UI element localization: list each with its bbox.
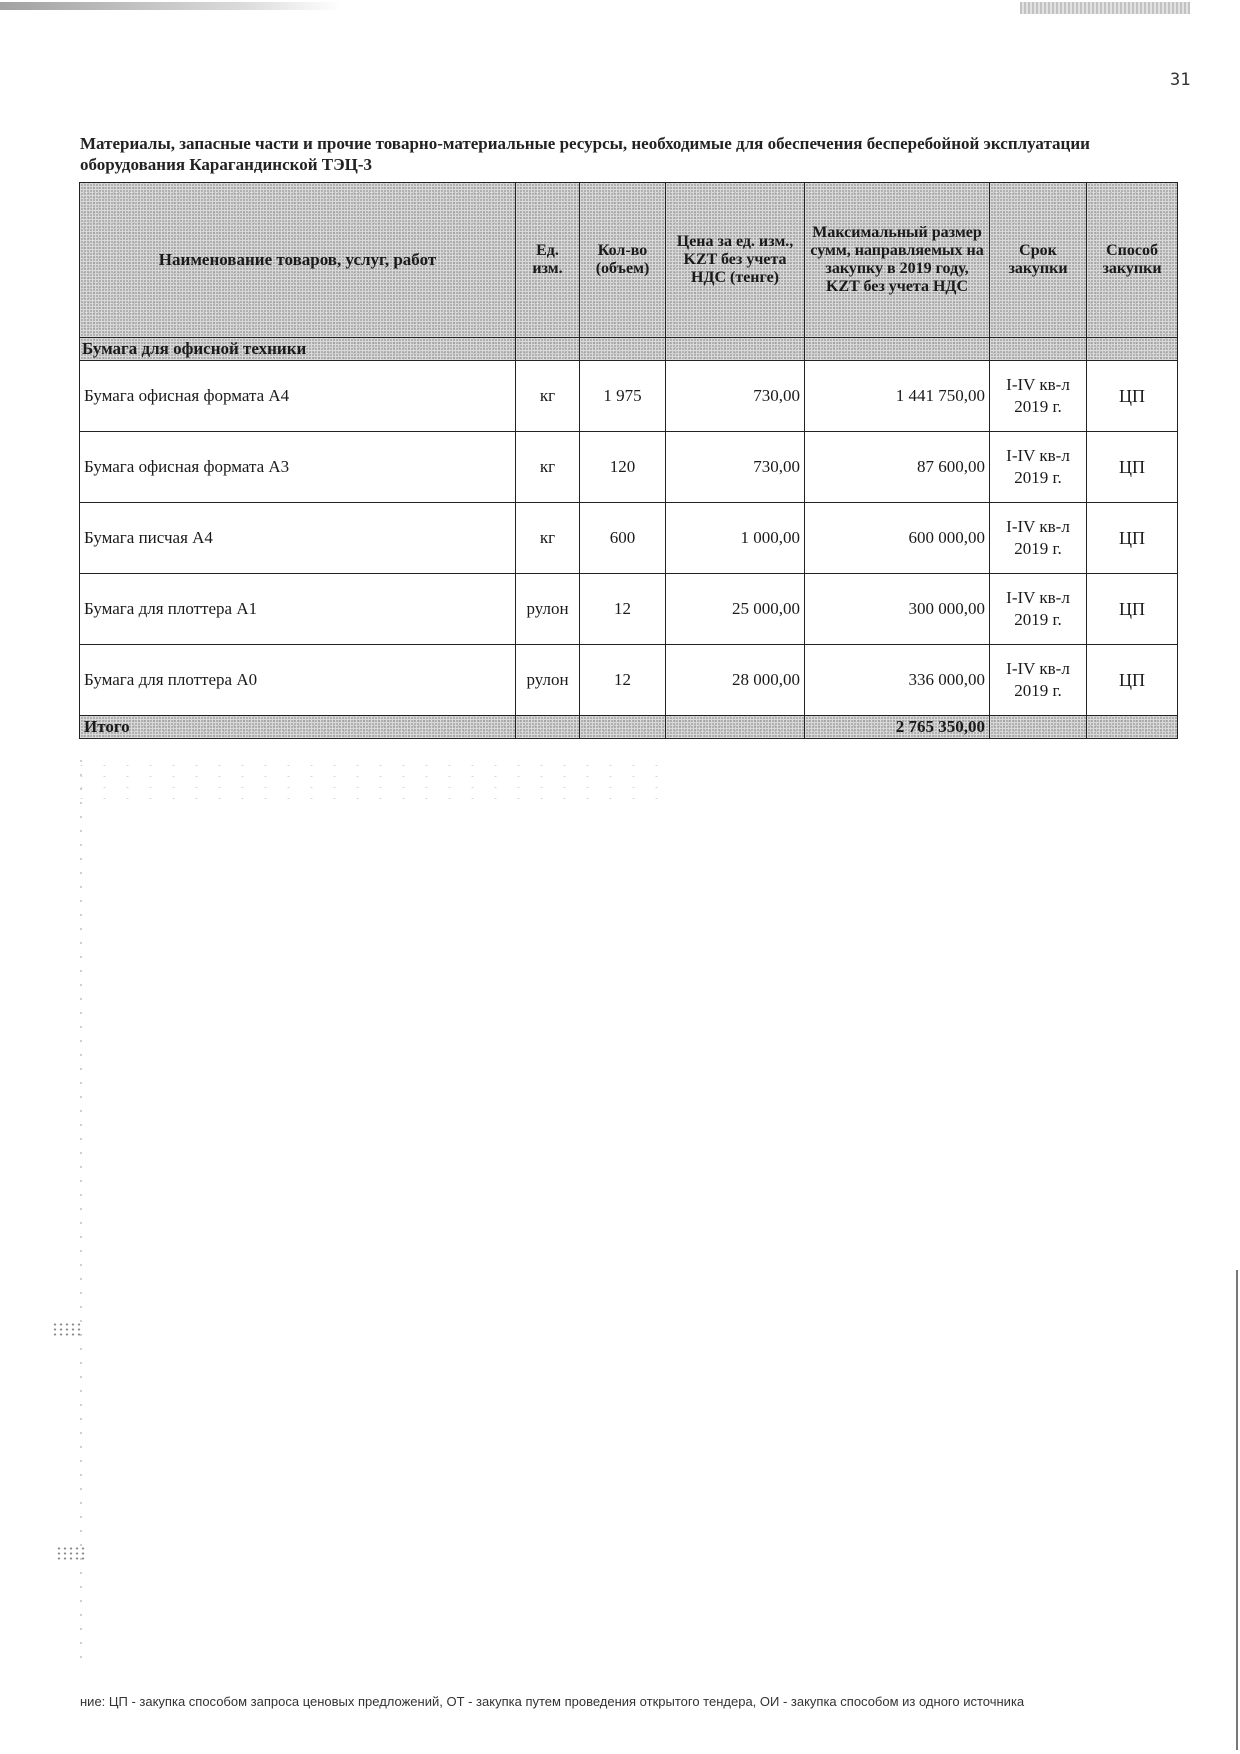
scan-artifact-right-edge: [1236, 1270, 1238, 1750]
header-qty: Кол-во (объем): [580, 183, 666, 338]
section-row: [80, 338, 1178, 361]
header-price: Цена за ед. изм., KZT без учета НДС (тенге): [666, 183, 805, 338]
page-number: 31: [1170, 70, 1191, 90]
item-price: 730,00: [666, 361, 805, 432]
period-year: 2019 г.: [1014, 397, 1062, 416]
period-quarter: I-IV кв-л: [1006, 659, 1070, 678]
item-qty: 600: [580, 503, 666, 574]
period-year: 2019 г.: [1014, 681, 1062, 700]
item-qty: 12: [580, 574, 666, 645]
item-unit: кг: [516, 432, 580, 503]
header-max-sum: Максимальный размер сумм, направляемых на закупку в 2019 году, KZT без учета НДС: [805, 183, 990, 338]
period-quarter: I-IV кв-л: [1006, 588, 1070, 607]
total-sum: 2 765 350,00: [805, 716, 990, 739]
table-row: [80, 503, 1178, 574]
header-method: Способ закупки: [1087, 183, 1178, 338]
period-quarter: I-IV кв-л: [1006, 517, 1070, 536]
item-period: [990, 574, 1087, 645]
table-row: [80, 361, 1178, 432]
item-price: 25 000,00: [666, 574, 805, 645]
scan-artifact-top-left: [0, 2, 340, 10]
item-unit: рулон: [516, 645, 580, 716]
scan-artifact-blob: [52, 1322, 82, 1336]
item-sum: 300 000,00: [805, 574, 990, 645]
document-title: Материалы, запасные части и прочие товарно-материальные ресурсы, необходимые для обеспечения бесперебойной эксплуатации оборудования Карагандинской ТЭЦ-3: [80, 134, 1090, 174]
item-sum: 600 000,00: [805, 503, 990, 574]
item-period: [990, 361, 1087, 432]
item-sum: 87 600,00: [805, 432, 990, 503]
header-unit: Ед. изм.: [516, 183, 580, 338]
item-sum: 336 000,00: [805, 645, 990, 716]
period-year: 2019 г.: [1014, 610, 1062, 629]
table-row: [80, 645, 1178, 716]
item-name: Бумага писчая А4: [80, 503, 516, 574]
table-header-row: [80, 183, 1178, 338]
footnote: ние: ЦП - закупка способом запроса ценовых предложений, ОТ - закупка путем проведения открытого тендера, ОИ - закупка способом из одного источника: [80, 1694, 1025, 1709]
period-year: 2019 г.: [1014, 539, 1062, 558]
item-method: ЦП: [1087, 432, 1178, 503]
period-quarter: I-IV кв-л: [1006, 375, 1070, 394]
procurement-table: [79, 182, 1178, 739]
item-price: 730,00: [666, 432, 805, 503]
item-name: Бумага офисная формата А4: [80, 361, 516, 432]
item-unit: рулон: [516, 574, 580, 645]
item-period: [990, 503, 1087, 574]
total-label: Итого: [80, 716, 516, 739]
header-period: Срок закупки: [990, 183, 1087, 338]
section-title: Бумага для офисной техники: [80, 338, 516, 361]
item-name: Бумага для плоттера А0: [80, 645, 516, 716]
scan-artifact-margin-dots: [80, 760, 82, 1660]
item-name: Бумага офисная формата А3: [80, 432, 516, 503]
item-period: [990, 432, 1087, 503]
item-unit: кг: [516, 361, 580, 432]
scan-artifact-specks: [70, 760, 670, 800]
item-price: 1 000,00: [666, 503, 805, 574]
item-sum: 1 441 750,00: [805, 361, 990, 432]
item-period: [990, 645, 1087, 716]
period-quarter: I-IV кв-л: [1006, 446, 1070, 465]
item-method: ЦП: [1087, 503, 1178, 574]
period-year: 2019 г.: [1014, 468, 1062, 487]
item-method: ЦП: [1087, 361, 1178, 432]
scan-artifact-blob: [56, 1546, 86, 1560]
header-name: Наименование товаров, услуг, работ: [80, 183, 516, 338]
table-row: [80, 432, 1178, 503]
total-row: [80, 716, 1178, 739]
scan-artifact-top-right: [1020, 2, 1190, 14]
table-row: [80, 574, 1178, 645]
item-qty: 120: [580, 432, 666, 503]
item-price: 28 000,00: [666, 645, 805, 716]
item-qty: 12: [580, 645, 666, 716]
item-unit: кг: [516, 503, 580, 574]
item-qty: 1 975: [580, 361, 666, 432]
item-method: ЦП: [1087, 645, 1178, 716]
item-method: ЦП: [1087, 574, 1178, 645]
item-name: Бумага для плоттера А1: [80, 574, 516, 645]
